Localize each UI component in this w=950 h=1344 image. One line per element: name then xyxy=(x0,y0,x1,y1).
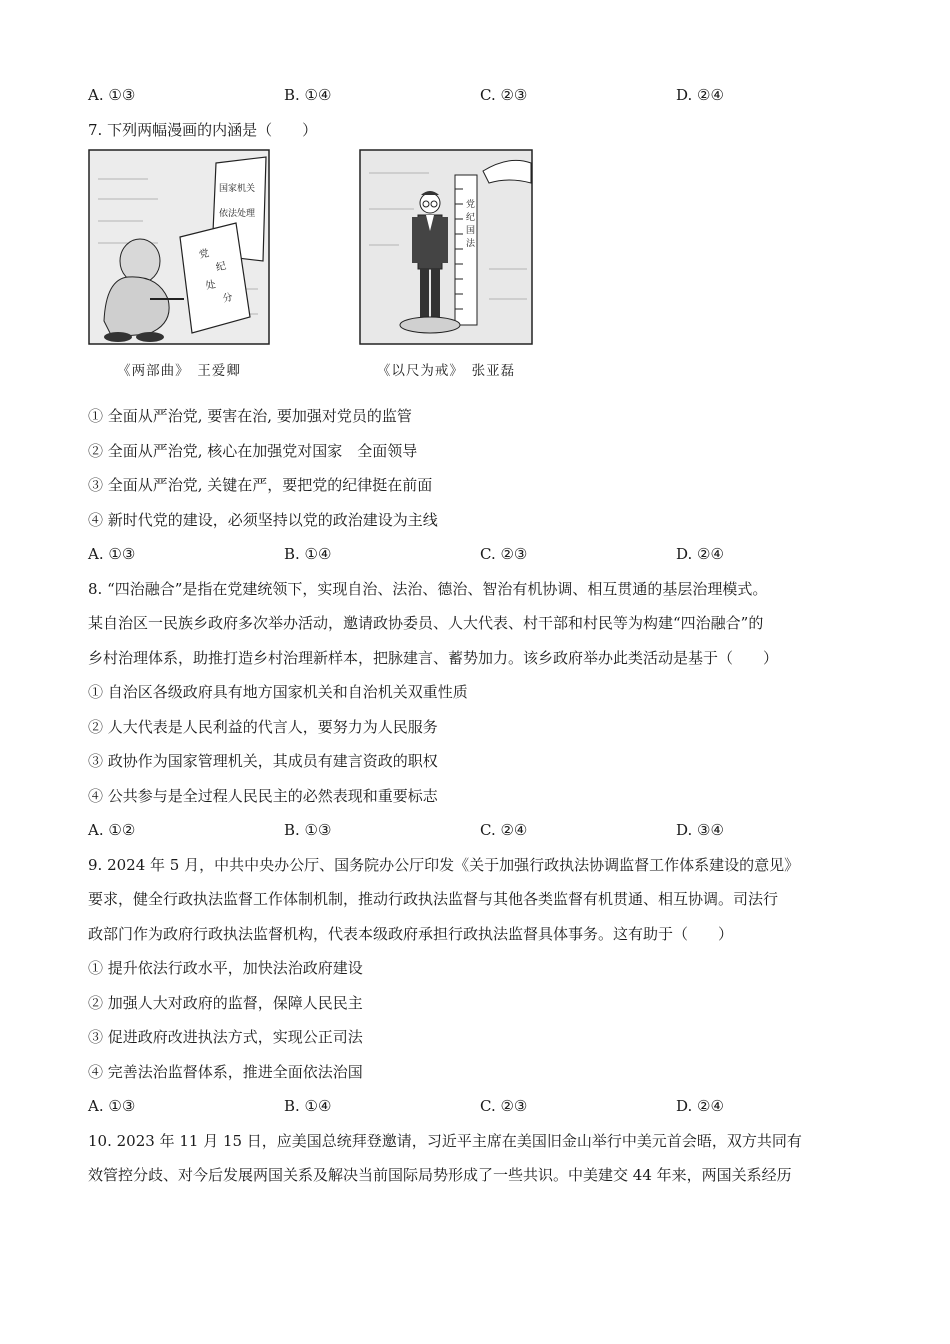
q9-statement-3: ③ 促进政府改进执法方式，实现公正司法 xyxy=(88,1028,363,1046)
ruler-char-1: 党 xyxy=(466,200,476,210)
q7-statement-2: ② 全面从严治党, 核心在加强党对国家 全面领导 xyxy=(88,441,418,460)
q7-option-a: A. ①③ xyxy=(88,545,136,563)
q8-stem-line-2: 某自治区一民族乡政府多次举办活动，邀请政协委员、人大代表、村干部和村民等为构建“四治融合”的 xyxy=(88,614,764,632)
q7-options xyxy=(88,537,878,572)
paper-back-line-1: 国家机关 xyxy=(219,184,256,194)
q9-stem-line-1: 9. 2024 年 5 月，中共中央办公厅、国务院办公厅印发《关于加强行政执法协调监督工作体系建设的意见》 xyxy=(88,855,800,874)
q7-statement-3: ③ 全面从严治党, 关键在严，要把党的纪律挺在前面 xyxy=(88,476,433,494)
q9-option-c: C. ②③ xyxy=(480,1097,528,1115)
q8-options xyxy=(88,813,878,848)
q8-statement-1: ① 自治区各级政府具有地方国家机关和自治机关双重性质 xyxy=(88,683,468,701)
q10-stem-line-2: 效管控分歧、对今后发展两国关系及解决当前国际局势形成了一些共识。中美建交 44 年来，两国关系经历 xyxy=(88,1166,792,1184)
q8-stem-line-3: 乡村治理体系，助推打造乡村治理新样本，把脉建言、蓄势加力。该乡政府举办此类活动是基于（ ） xyxy=(88,648,779,667)
q7-stem: 7. 下列两幅漫画的内涵是（ ） xyxy=(88,120,318,139)
q6-options xyxy=(88,78,878,113)
paper-front-char-1: 党 xyxy=(198,248,211,261)
q9-statement-4: ④ 完善法治监督体系，推进全面依法治国 xyxy=(88,1062,363,1081)
paper-front-char-4: 分 xyxy=(221,292,234,305)
ruler-char-3: 国 xyxy=(466,226,476,236)
q9-stem-line-3: 政部门作为政府行政执法监督机构，代表本级政府承担行政执法监督具体事务。这有助于（ ） xyxy=(88,924,734,943)
q7-option-b: B. ①④ xyxy=(284,545,332,563)
q9-statement-2: ② 加强人大对政府的监督，保障人民民主 xyxy=(88,993,363,1012)
q7-statement-1: ① 全面从严治党, 要害在治, 要加强对党员的监管 xyxy=(88,407,412,425)
q9-option-b: B. ①④ xyxy=(284,1097,332,1115)
q8-statement-3: ③ 政协作为国家管理机关，其成员有建言资政的职权 xyxy=(88,752,438,770)
q8-option-b: B. ①③ xyxy=(284,821,332,839)
ruler-char-4: 法 xyxy=(466,239,476,249)
q9-option-d: D. ②④ xyxy=(676,1097,724,1115)
q8-statement-4: ④ 公共参与是全过程人民民主的必然表现和重要标志 xyxy=(88,786,438,805)
q9-statement-1: ① 提升依法行政水平，加快法治政府建设 xyxy=(88,959,363,977)
q6-option-d: D. ②④ xyxy=(676,86,724,104)
comic-ruler-drawing xyxy=(359,149,533,345)
paper-front-char-3: 处 xyxy=(204,279,217,293)
q9-options xyxy=(88,1089,878,1124)
comic-ruler xyxy=(359,149,533,379)
q8-option-d: D. ③④ xyxy=(676,821,724,839)
q6-option-c: C. ②③ xyxy=(480,86,528,104)
q6-option-a: A. ①③ xyxy=(88,86,136,104)
exam-page xyxy=(88,78,878,1193)
q8-stem-line-1: 8. “四治融合”是指在党建统领下，实现自治、法治、德治、智治有机协调、相互贯通的基层治理模式。 xyxy=(88,579,768,598)
q9-stem-line-2: 要求，健全行政执法监督工作体制机制，推动行政执法监督与其他各类监督有机贯通、相互协调。司法行 xyxy=(88,890,779,908)
q7-comics xyxy=(88,149,878,399)
comic-two-steps-caption: 《两部曲》 王爱卿 xyxy=(117,363,241,379)
ruler-char-2: 纪 xyxy=(466,213,476,223)
q10-stem-line-1: 10. 2023 年 11 月 15 日，应美国总统拜登邀请，习近平主席在美国旧金山举行中美元首会晤，双方共同有 xyxy=(88,1131,802,1150)
comic-ruler-caption: 《以尺为戒》 张亚磊 xyxy=(376,363,516,379)
q9-option-a: A. ①③ xyxy=(88,1097,136,1115)
q8-option-a: A. ①② xyxy=(88,821,136,839)
paper-back-line-2: 依法处理 xyxy=(219,209,256,219)
q7-option-c: C. ②③ xyxy=(480,545,528,563)
q8-option-c: C. ②④ xyxy=(480,821,528,839)
paper-front-char-2: 纪 xyxy=(215,260,228,274)
q7-statement-4: ④ 新时代党的建设，必须坚持以党的政治建设为主线 xyxy=(88,510,438,529)
comic-two-steps-drawing xyxy=(88,149,270,345)
q8-statement-2: ② 人大代表是人民利益的代言人，要努力为人民服务 xyxy=(88,717,438,736)
comic-two-steps xyxy=(88,149,270,379)
q7-option-d: D. ②④ xyxy=(676,545,724,563)
q6-option-b: B. ①④ xyxy=(284,86,332,104)
